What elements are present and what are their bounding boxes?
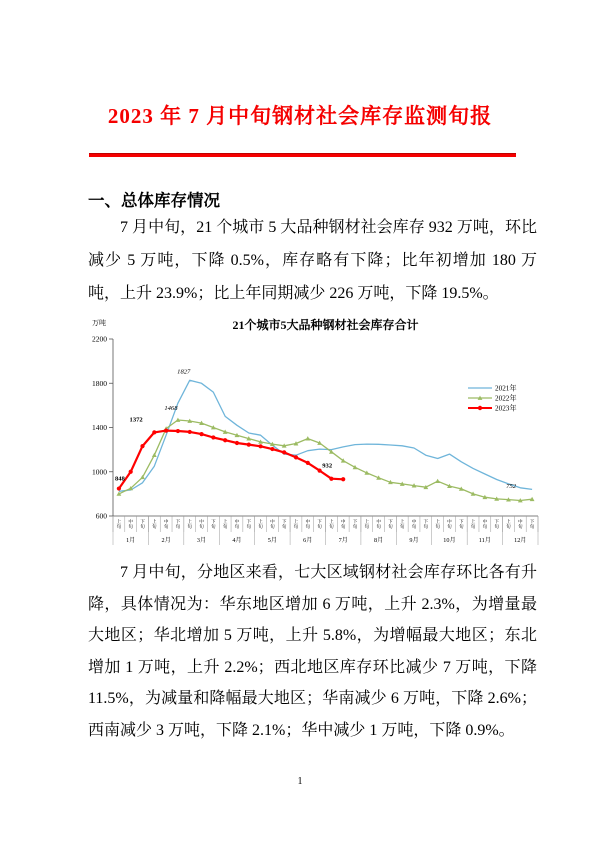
svg-text:中旬: 中旬: [340, 519, 346, 529]
svg-text:上旬: 上旬: [258, 519, 263, 529]
chart-title: 21个城市5大品种钢材社会库存合计: [232, 318, 419, 332]
svg-text:下旬: 下旬: [211, 519, 216, 529]
triangle-marker: [152, 453, 157, 457]
paragraph-overall-inventory: 7 月中旬，21 个城市 5 大品种钢材社会库存 932 万吨，环比减少 5 万吨，下降 0.5%，库存略有下降；比年初增加 180 万吨，上升 23.9%；比上年同期减少 226 万吨，下降 19.5%。: [88, 219, 537, 302]
circle-marker: [152, 430, 156, 434]
section-heading: 一、总体库存情况: [88, 191, 220, 210]
svg-text:下旬: 下旬: [494, 519, 499, 529]
svg-text:中旬: 中旬: [128, 519, 134, 529]
svg-text:8月: 8月: [373, 537, 384, 544]
circle-marker: [341, 477, 345, 481]
svg-text:上旬: 上旬: [399, 519, 405, 529]
svg-text:1468: 1468: [164, 404, 178, 412]
legend-label: 2021年: [495, 384, 517, 393]
svg-text:下旬: 下旬: [281, 519, 287, 529]
circle-marker: [306, 461, 310, 465]
svg-text:中旬: 中旬: [411, 519, 417, 529]
svg-text:上旬: 上旬: [364, 519, 370, 529]
svg-text:1400: 1400: [92, 423, 107, 433]
chart-svg: [76, 312, 546, 554]
svg-text:上旬: 上旬: [222, 519, 228, 529]
svg-text:下旬: 下旬: [529, 519, 535, 529]
legend-label: 2023年: [495, 404, 517, 413]
svg-text:中旬: 中旬: [447, 519, 452, 529]
svg-text:上旬: 上旬: [293, 519, 299, 529]
inventory-line-chart: [76, 312, 546, 554]
circle-marker: [164, 428, 168, 432]
svg-text:848: 848: [114, 475, 125, 483]
svg-text:上旬: 上旬: [329, 519, 334, 529]
svg-text:12月: 12月: [514, 537, 527, 544]
svg-text:下旬: 下旬: [458, 519, 464, 529]
circle-marker: [329, 477, 333, 481]
svg-text:1827: 1827: [177, 368, 191, 376]
svg-text:中旬: 中旬: [270, 519, 275, 529]
svg-text:中旬: 中旬: [234, 519, 240, 529]
triangle-marker: [435, 479, 440, 483]
circle-marker: [317, 469, 321, 473]
svg-text:7月: 7月: [338, 537, 348, 544]
svg-text:11月: 11月: [478, 537, 491, 544]
svg-text:上旬: 上旬: [116, 519, 122, 529]
x-month-labels: [126, 536, 526, 544]
svg-text:6月: 6月: [303, 537, 313, 544]
title-underline: [89, 153, 516, 157]
chart-legend: [468, 384, 517, 413]
svg-text:中旬: 中旬: [305, 519, 311, 529]
circle-marker: [140, 444, 144, 448]
svg-text:中旬: 中旬: [376, 519, 381, 529]
circle-marker: [258, 444, 262, 448]
svg-text:1372: 1372: [129, 416, 143, 424]
page-number: 1: [297, 776, 303, 787]
svg-text:2月: 2月: [161, 537, 171, 544]
y-axis-unit: 万吨: [92, 319, 106, 327]
circle-marker: [270, 447, 274, 451]
svg-text:600: 600: [95, 511, 107, 521]
circle-marker: [199, 432, 203, 436]
circle-marker: [235, 441, 239, 445]
svg-text:下旬: 下旬: [140, 519, 145, 529]
axes: [113, 339, 538, 516]
svg-text:上旬: 上旬: [506, 519, 511, 529]
y-ticks: [92, 335, 113, 521]
legend-label: 2022年: [495, 394, 517, 403]
circle-marker: [223, 438, 227, 442]
circle-marker: [294, 455, 298, 459]
paragraph-regional-inventory: 7 月中旬，分地区来看，七大区域钢材社会库存环比各有升降，具体情况为：华东地区增加 6 万吨，上升 2.3%，为增量最大地区；华北增加 5 万吨，上升 5.8%，为增幅最大地区；东北增加 1 万吨，上升 2.2%；西北地区库存环比减少 7 万吨，下降 11.5%，为减量和降幅最大地区；华南减少 6 万吨，下降 2.6%；西南减少 3 万吨，下降 2.1%；华中减少 1 万吨，下降 0.9%。: [88, 564, 537, 739]
svg-text:3月: 3月: [196, 537, 207, 544]
svg-text:4月: 4月: [232, 537, 242, 544]
circle-marker: [211, 435, 215, 439]
data-labels: [115, 368, 517, 490]
document-title: 2023 年 7 月中旬钢材社会库存监测旬报: [107, 104, 493, 128]
svg-text:752: 752: [506, 483, 517, 491]
svg-text:932: 932: [322, 462, 333, 470]
svg-text:上旬: 上旬: [152, 519, 157, 529]
svg-text:下旬: 下旬: [175, 519, 181, 529]
svg-text:上旬: 上旬: [435, 519, 440, 529]
svg-text:2200: 2200: [92, 334, 107, 344]
svg-text:1800: 1800: [92, 378, 107, 388]
circle-marker: [247, 443, 251, 447]
circle-marker: [117, 486, 121, 490]
svg-text:中旬: 中旬: [199, 519, 204, 529]
circle-marker: [176, 429, 180, 433]
svg-text:下旬: 下旬: [388, 519, 393, 529]
svg-text:下旬: 下旬: [246, 519, 252, 529]
svg-text:5月: 5月: [267, 537, 278, 544]
circle-marker: [282, 450, 286, 454]
svg-text:中旬: 中旬: [517, 519, 523, 529]
svg-text:下旬: 下旬: [423, 519, 429, 529]
circle-marker: [188, 430, 192, 434]
svg-text:下旬: 下旬: [352, 519, 358, 529]
svg-text:上旬: 上旬: [470, 519, 476, 529]
triangle-marker: [305, 436, 310, 440]
series-2023年: [114, 428, 346, 490]
svg-text:1000: 1000: [92, 467, 107, 477]
svg-text:中旬: 中旬: [163, 519, 169, 529]
svg-text:9月: 9月: [409, 537, 419, 544]
svg-text:10月: 10月: [443, 537, 456, 544]
svg-text:1月: 1月: [126, 537, 136, 544]
svg-text:上旬: 上旬: [187, 519, 193, 529]
svg-text:中旬: 中旬: [482, 519, 488, 529]
triangle-marker: [140, 475, 145, 479]
circle-marker: [129, 470, 133, 474]
svg-text:下旬: 下旬: [317, 519, 322, 529]
